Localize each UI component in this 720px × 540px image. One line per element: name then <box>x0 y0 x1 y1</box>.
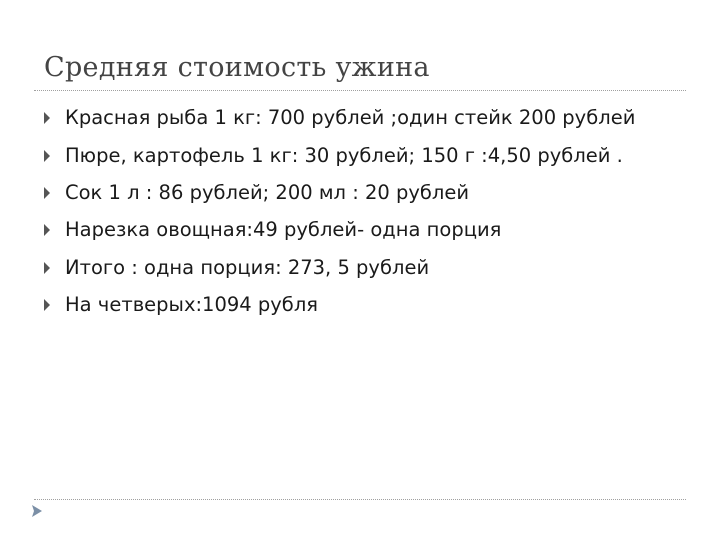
triangle-right-icon <box>44 224 50 236</box>
bullet-text: Пюре, картофель 1 кг: 30 рублей; 150 г :4,50 рублей . <box>65 143 623 167</box>
footer-divider <box>34 499 686 500</box>
list-item <box>44 136 635 173</box>
bullet-text: Нарезка овощная:49 рублей- одна порция <box>65 218 502 242</box>
bullet-text: Итого : одна порция: 273, 5 рублей <box>65 255 430 279</box>
bullet-text: Сок 1 л : 86 рублей; 200 мл : 20 рублей <box>65 180 470 204</box>
triangle-right-icon <box>44 299 50 311</box>
list-item <box>44 99 635 136</box>
list-item <box>44 174 635 211</box>
title-divider <box>34 90 686 91</box>
slide-title: Средняя стоимость ужина <box>44 52 430 83</box>
triangle-right-icon <box>44 112 50 124</box>
list-item <box>44 286 635 323</box>
bullet-text: На четверых:1094 рубля <box>65 293 319 317</box>
chevron-right-icon <box>30 503 46 519</box>
list-item <box>44 211 635 248</box>
bullet-list <box>44 99 635 323</box>
list-item <box>44 249 635 286</box>
triangle-right-icon <box>44 150 50 162</box>
triangle-right-icon <box>44 262 50 274</box>
bullet-text: Красная рыба 1 кг: 700 рублей ;один стейк 200 рублей <box>65 106 636 130</box>
triangle-right-icon <box>44 187 50 199</box>
